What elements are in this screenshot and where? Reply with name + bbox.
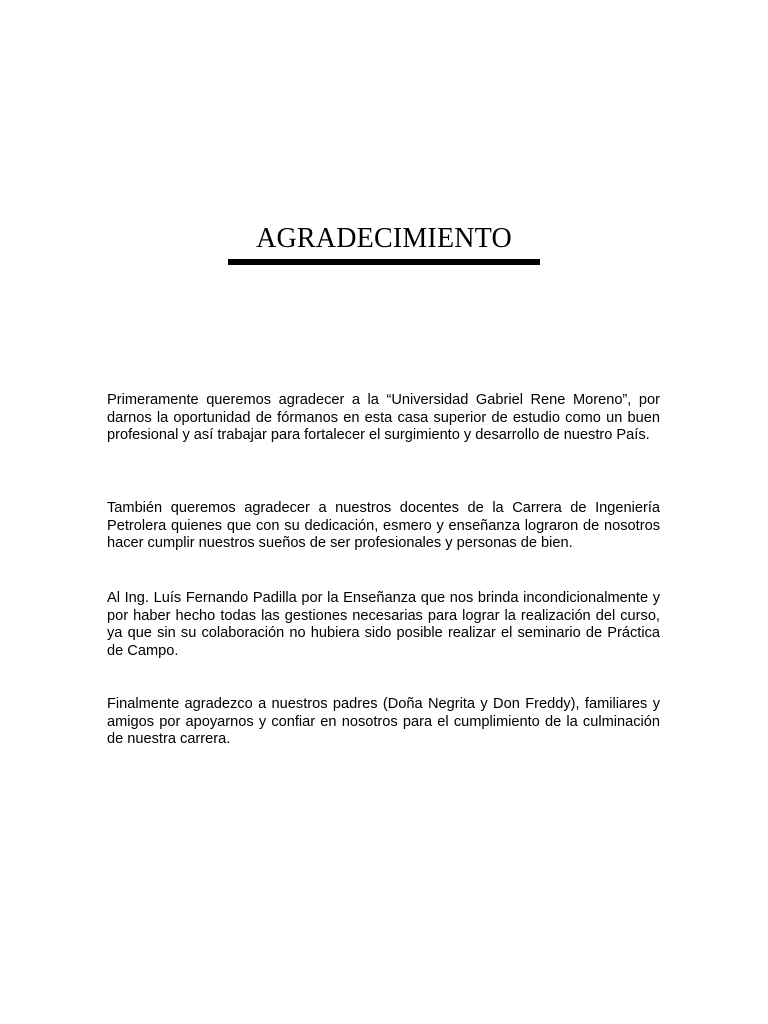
paragraph-university: Primeramente queremos agradecer a la “Universidad Gabriel Rene Moreno”, por darnos la oportunidad de fórmanos en esta casa superior de estudio como un buen profesional y así trabajar para fortalecer el surgimiento y desarrollo de nuestro País. [107, 392, 660, 444]
title-underline [228, 259, 540, 265]
paragraph-family: Finalmente agradezco a nuestros padres (Doña Negrita y Don Freddy), familiares y amigos por apoyarnos y confiar en nosotros para el cumplimiento de la culminación de nuestra carrera. [107, 696, 660, 748]
page-title: AGRADECIMIENTO [256, 223, 512, 254]
paragraph-engineer: Al Ing. Luís Fernando Padilla por la Enseñanza que nos brinda incondicionalmente y por haber hecho todas las gestiones necesarias para lograr la realización del curso, ya que sin su colaboración no hubiera sido posible realizar el seminario de Práctica de Campo. [107, 590, 660, 659]
paragraph-teachers: También queremos agradecer a nuestros docentes de la Carrera de Ingeniería Petrolera quienes que con su dedicación, esmero y enseñanza lograron de nosotros hacer cumplir nuestros sueños de ser profesionales y personas de bien. [107, 500, 660, 552]
